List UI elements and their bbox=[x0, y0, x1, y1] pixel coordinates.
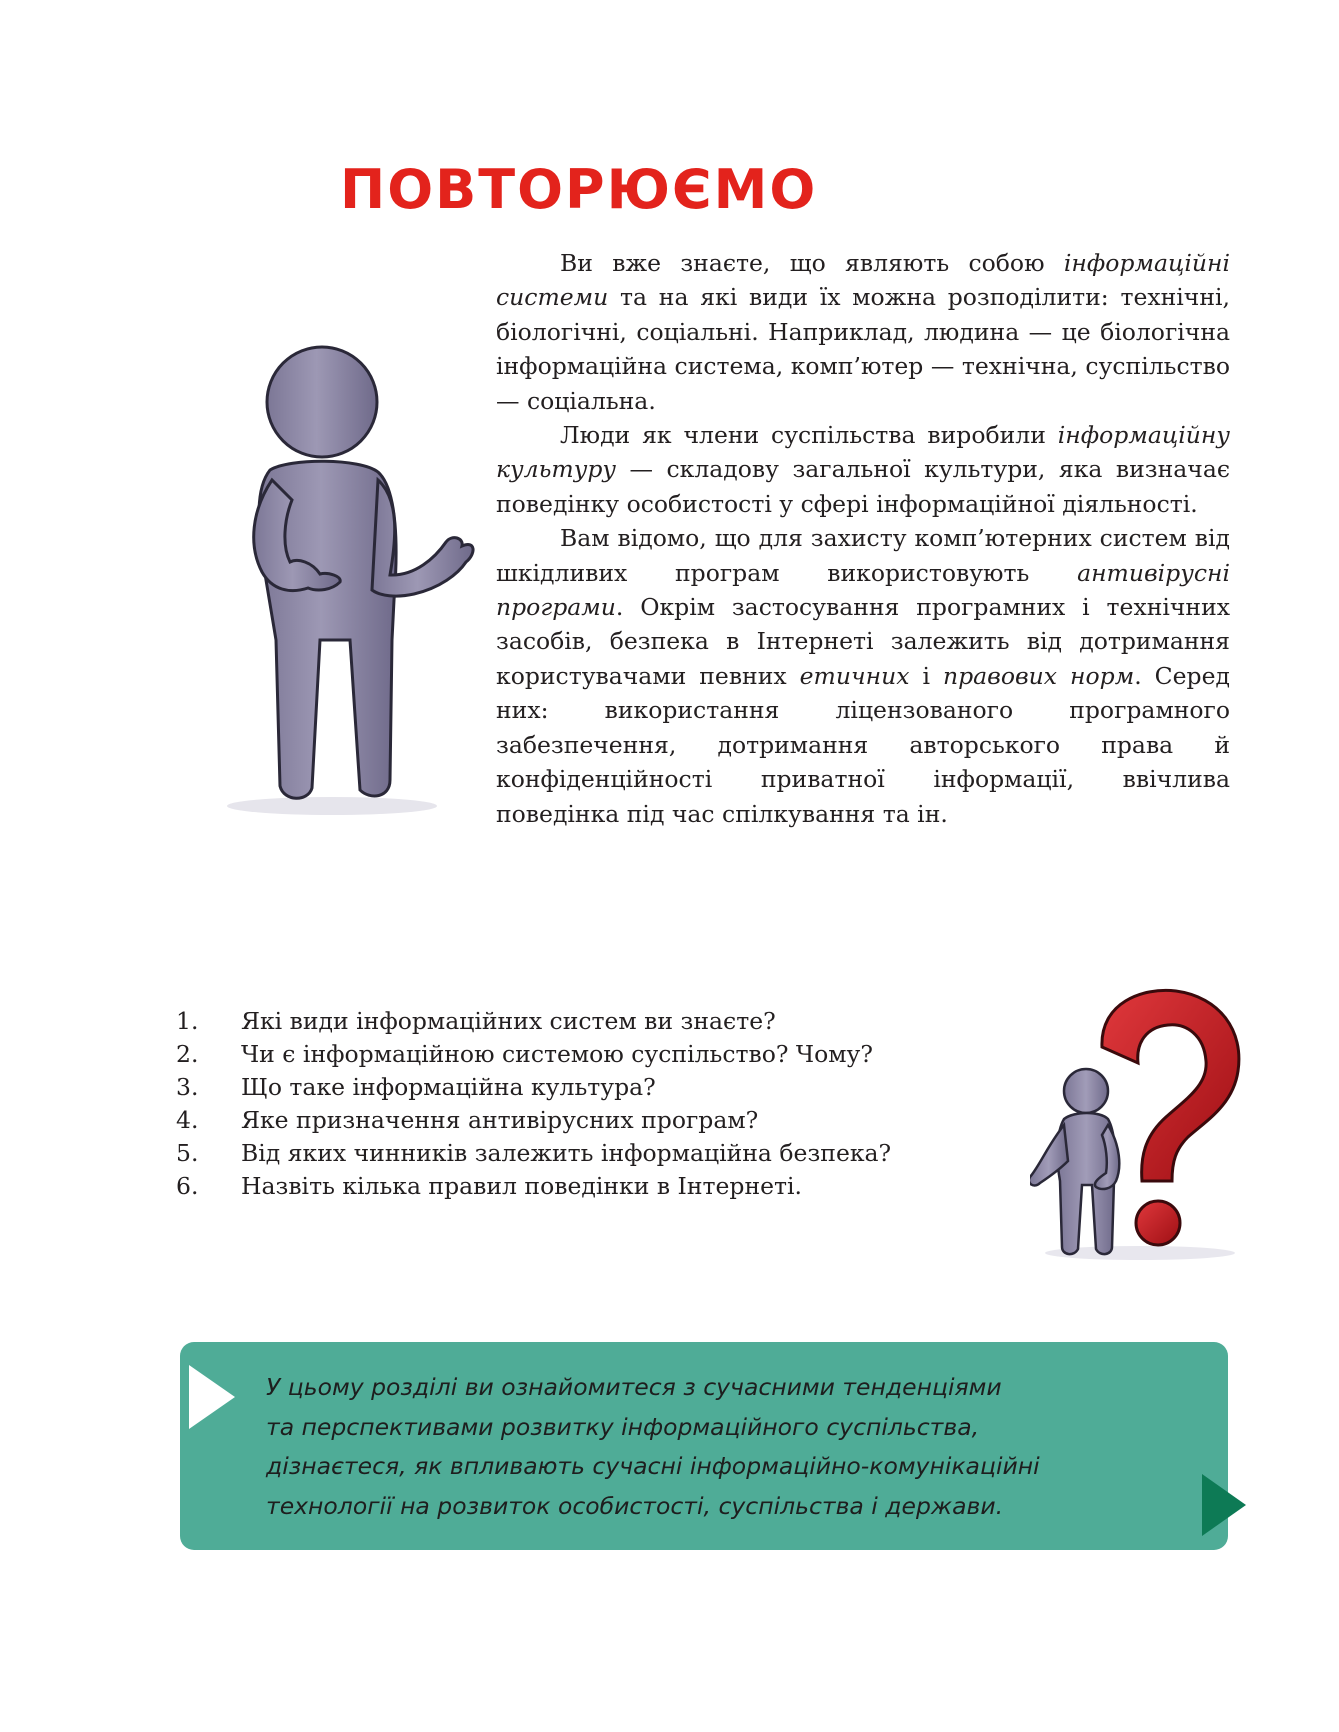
intro-text bbox=[496, 246, 1230, 831]
banner-line: У цьому розділі ви ознайомитеся з сучасними тенденціями bbox=[266, 1373, 1002, 1401]
intro-paragraph-2: Люди як члени суспільства виробили інформаційну культуру — складову загальної культури, яка визначає поведінку особистості у сфері інформаційної діяльності. bbox=[496, 421, 1230, 518]
banner-text bbox=[266, 1368, 1196, 1526]
intro-paragraph-1: Ви вже знаєте, що являють собою інформаційні системи та на які види їх можна розподілити: технічні, біологічні, соціальні. Наприклад, людина — це біологічна інформаційна система, комп’ютер — технічна, суспільство — соціальна. bbox=[496, 249, 1230, 415]
term-information-systems: інформаційні системи bbox=[496, 249, 1230, 312]
triangle-right-dark-icon bbox=[1202, 1474, 1246, 1536]
intro-paragraph-3: Вам відомо, що для захисту комп’ютерних систем від шкідливих програм використовують антивірусні програми. Окрім застосування програмних і технічних засобів, безпека в Інтернеті залежить від дотримання користувачами певних етичних і правових норм. Серед них: використання ліцензованого програмного забезпечення, дотримання авторського права й конфіденційності приватної інформації, ввічлива поведінка під час спілкування та ін. bbox=[496, 524, 1230, 828]
term-legal-norms: правових норм bbox=[942, 661, 1135, 690]
question-item: 4. Яке призначення антивірусних програм? bbox=[176, 1106, 759, 1134]
term-antivirus-programs: антивірусні програми bbox=[496, 558, 1230, 622]
question-mark-icon bbox=[1102, 990, 1239, 1181]
question-item: 1. Які види інформаційних систем ви знаєте? bbox=[176, 1007, 776, 1035]
question-item: 2. Чи є інформаційною системою суспільство? Чому? bbox=[176, 1040, 873, 1068]
banner-line: та перспективами розвитку інформаційного суспільства, bbox=[266, 1412, 980, 1441]
section-intro-banner bbox=[180, 1342, 1228, 1550]
banner-line: дізнаєтеся, як впливають сучасні інформаційно-комунікаційні bbox=[266, 1452, 1040, 1480]
question-item: 3. Що таке інформаційна культура? bbox=[176, 1073, 656, 1101]
question-item: 6. Назвіть кілька правил поведінки в Інтернеті. bbox=[176, 1172, 803, 1200]
person-figure-illustration bbox=[200, 340, 480, 820]
term-ethical: етичних bbox=[799, 661, 910, 690]
triangle-right-icon bbox=[189, 1365, 235, 1429]
questions-list bbox=[176, 1005, 1026, 1203]
question-mark-figure-illustration bbox=[1030, 985, 1260, 1265]
section-title: ПОВТОРЮЄМО bbox=[340, 158, 818, 221]
banner-line: технології на розвиток особистості, суспільства і держави. bbox=[266, 1491, 1004, 1520]
term-information-culture: інформаційну культуру bbox=[496, 421, 1230, 484]
question-item: 5. Від яких чинників залежить інформаційна безпека? bbox=[176, 1139, 892, 1167]
